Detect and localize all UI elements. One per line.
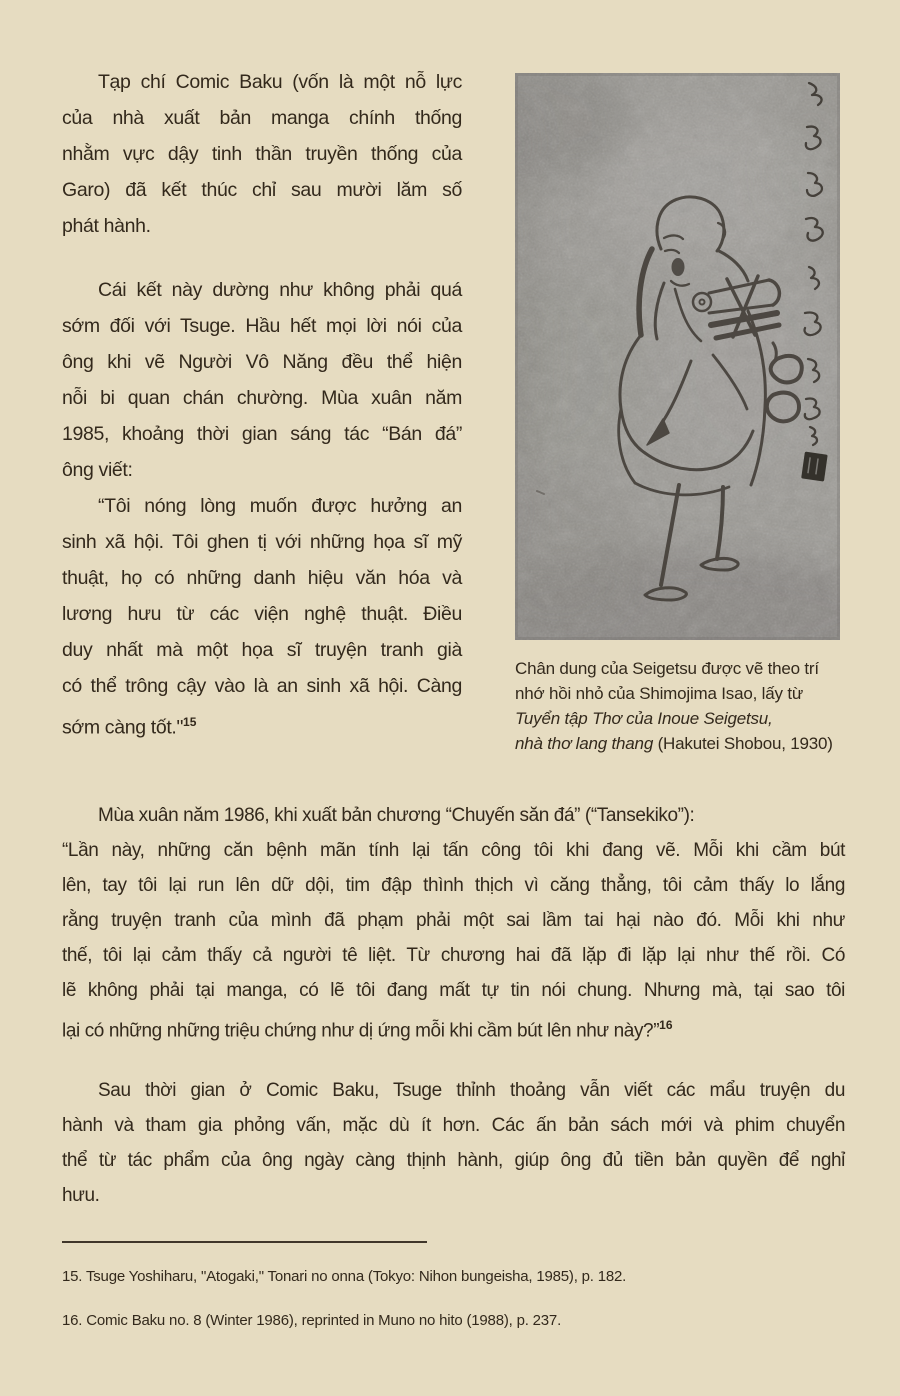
caption-line (515, 731, 860, 756)
text-line: lên, tay tôi lại run lên dữ dội, tim đập thình thịch vì căng thẳng, tôi cảm thấy lo lắng (62, 875, 845, 896)
footnote-ref-16: 16 (659, 1018, 673, 1032)
text-line: rằng truyện tranh của mình đã phạm phải một sai lầm tai hại nào đó. Mỗi khi như (62, 910, 845, 931)
text-line: thuật, họ có những danh hiệu văn hóa và (62, 567, 462, 589)
text-line: lẽ không phải tại manga, có lẽ tôi đang mất tự tin nói chung. Nhưng mà, tại sao tôi (62, 980, 845, 1001)
left-text-column (62, 64, 462, 756)
quote-end: lại có những những triệu chứng như dị ứng mỗi khi cầm bút lên như này?” (62, 1020, 660, 1042)
paragraph-tsuge-ending (62, 272, 462, 488)
footnote-16: 16. Comic Baku no. 8 (Winter 1986), reprinted in Muno no hito (1988), p. 237. (62, 1312, 562, 1329)
paragraph-tansekiko-quote (62, 798, 845, 1043)
text-line: Sau thời gian ở Comic Baku, Tsuge thỉnh thoảng vẫn viết các mẩu truyện du (98, 1080, 845, 1101)
text-line: nhằm vực dậy tinh thần truyền thống của (62, 143, 462, 165)
text-line: có thể trông cậy vào là an sinh xã hội. Càng (62, 675, 462, 697)
figure-caption (515, 656, 860, 756)
caption-book-title: nhà thơ lang thang (515, 734, 654, 753)
caption-line: nhớ hồi nhỏ của Shimojima Isao, lấy từ (515, 684, 804, 703)
text-line: hưu. (62, 1185, 100, 1206)
text-line: Mùa xuân năm 1986, khi xuất bản chương “Chuyến săn đá” (“Tansekiko”): (98, 805, 695, 826)
quote-end: sớm càng tốt." (62, 716, 184, 739)
artist-seal (801, 452, 828, 482)
text-line: “Tôi nóng lòng muốn được hưởng an (98, 495, 462, 517)
caption-publisher: (Hakutei Shobou, 1930) (653, 734, 833, 753)
text-line: thể từ tác phẩm của ông ngày càng thịnh hành, giúp ông đủ tiền bản quyền để nghỉ (62, 1150, 845, 1171)
paragraph-quote-1985 (62, 488, 462, 740)
seigetsu-portrait-image (515, 73, 840, 640)
ink-portrait-drawing (515, 73, 840, 640)
text-line: phát hành. (62, 215, 151, 237)
text-line: hành và tham gia phỏng vấn, mặc dù ít hơn. Các ấn bản sách mới và phim chuyển (62, 1115, 845, 1136)
text-line: thế, tôi lại cảm thấy cả người tê liệt. Từ chương hai đã lặp đi lặp lại như thế rồi. Có (62, 945, 845, 966)
footnote-ref-15: 15 (183, 715, 197, 729)
text-line: Tạp chí Comic Baku (vốn là một nỗ lực (98, 71, 462, 93)
text-line: lương hưu từ các viện nghệ thuật. Điều (62, 603, 462, 625)
text-line: của nhà xuất bản manga chính thống (62, 107, 462, 129)
text-line: duy nhất mà một họa sĩ truyện tranh già (62, 639, 462, 661)
footnote-separator (62, 1241, 427, 1243)
text-line: 1985, khoảng thời gian sáng tác “Bán đá” (62, 423, 462, 445)
text-line: Cái kết này dường như không phải quá (98, 279, 462, 301)
paragraph-comic-baku (62, 64, 462, 244)
caption-line: Tuyển tập Thơ của Inoue Seigetsu, (515, 709, 773, 728)
text-line: sớm đối với Tsuge. Hầu hết mọi lời nói của (62, 315, 462, 337)
text-line (62, 1008, 845, 1043)
paragraph-after-comic-baku (62, 1073, 845, 1213)
text-line: “Lần này, những căn bệnh mãn tính lại tấn công tôi khi đang vẽ. Mỗi khi cầm bút (62, 840, 845, 861)
text-line: sinh xã hội. Tôi ghen tị với những họa sĩ mỹ (62, 531, 462, 553)
text-line: Garo) đã kết thúc chỉ sau mười lăm số (62, 179, 462, 201)
two-column-section (62, 64, 845, 756)
footnote-15: 15. Tsuge Yoshiharu, "Atogaki," Tonari no onna (Tokyo: Nihon bungeisha, 1985), p. 182. (62, 1268, 627, 1285)
text-line: nỗi bi quan chán chường. Mùa xuân năm (62, 387, 462, 409)
text-line: ông khi vẽ Người Vô Năng đều thể hiện (62, 351, 462, 373)
figure-column (515, 64, 845, 756)
text-line: ông viết: (62, 459, 133, 481)
caption-line: Chân dung của Seigetsu được vẽ theo trí (515, 659, 819, 678)
text-line (62, 704, 462, 740)
paragraph-gap (62, 244, 462, 272)
